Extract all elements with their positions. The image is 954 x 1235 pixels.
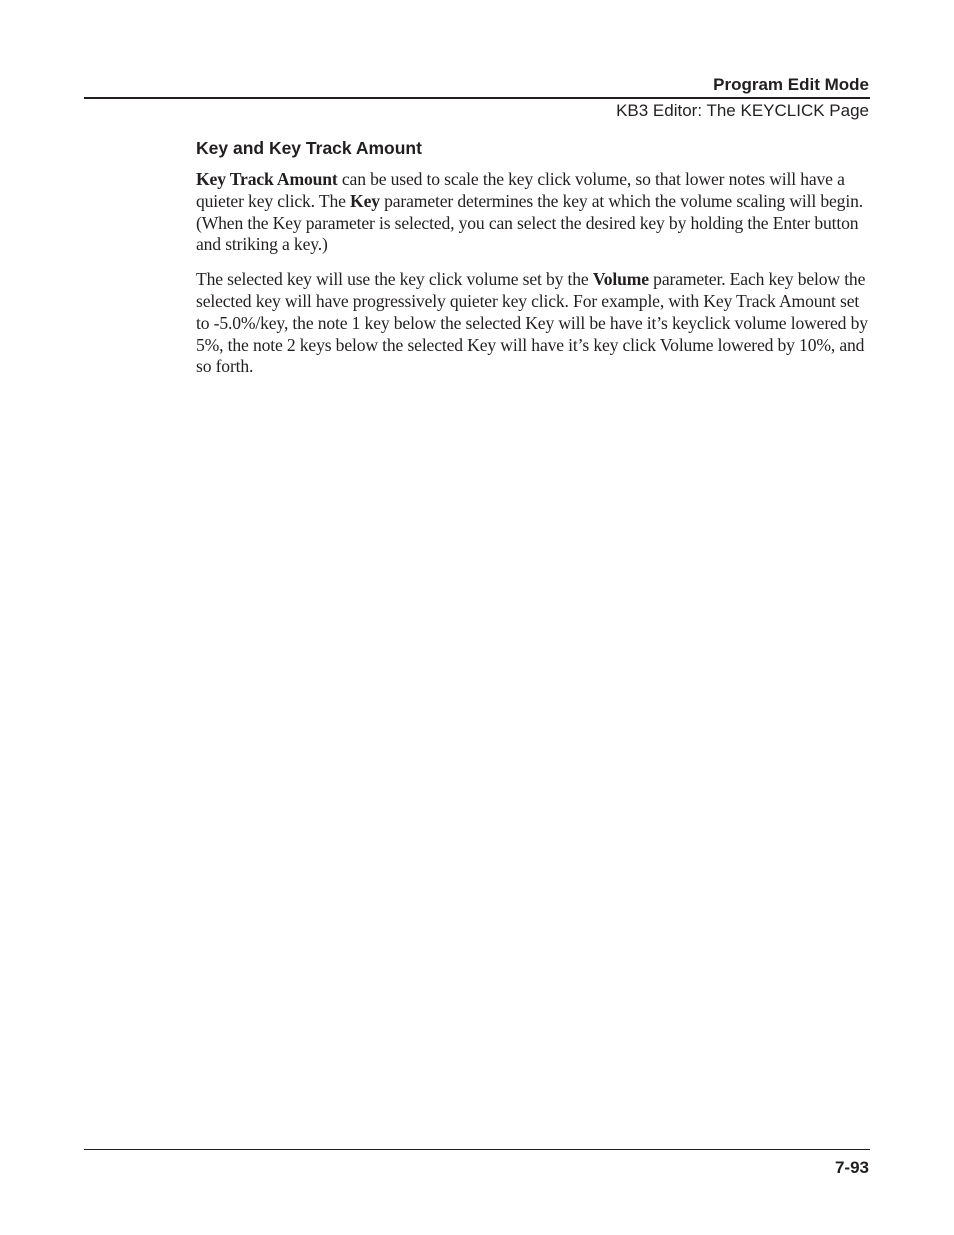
- paragraph-text: parameter. Each key below the selected key will have progressively quieter key click. For example, with Key Track Amount set to -5.0%/key, the note 1 key below the selected Key will be have it’s keyclick volume lowered by 5%, the note 2 keys below the selected Key will have it’s key click Volume lowered by 10%, and so forth.: [196, 269, 868, 377]
- page-number: 7-93: [834, 1158, 869, 1177]
- header-rule: [84, 97, 870, 99]
- term-volume: Volume: [592, 269, 649, 290]
- paragraph-selected-key: [196, 269, 872, 378]
- paragraph-text: parameter determines the key at which the volume scaling will begin. (When the Key parameter is selected, you can select the desired key by holding the Enter button and striking a key.): [196, 190, 863, 255]
- header-subtitle: KB3 Editor: The KEYCLICK Page: [616, 101, 869, 120]
- main-content: [196, 137, 872, 378]
- header-title: Program Edit Mode: [713, 75, 869, 94]
- term-key: Key: [350, 190, 380, 211]
- section-heading: Key and Key Track Amount: [196, 138, 422, 158]
- paragraph-text: can be used to scale the key click volume, so that lower notes will have a quieter key click. The: [196, 169, 845, 211]
- footer-rule: [84, 1149, 870, 1150]
- paragraph-text: The selected key will use the key click volume set by the: [196, 269, 593, 290]
- paragraph-key-track-amount: [196, 169, 872, 256]
- term-key-track-amount: Key Track Amount: [196, 169, 338, 189]
